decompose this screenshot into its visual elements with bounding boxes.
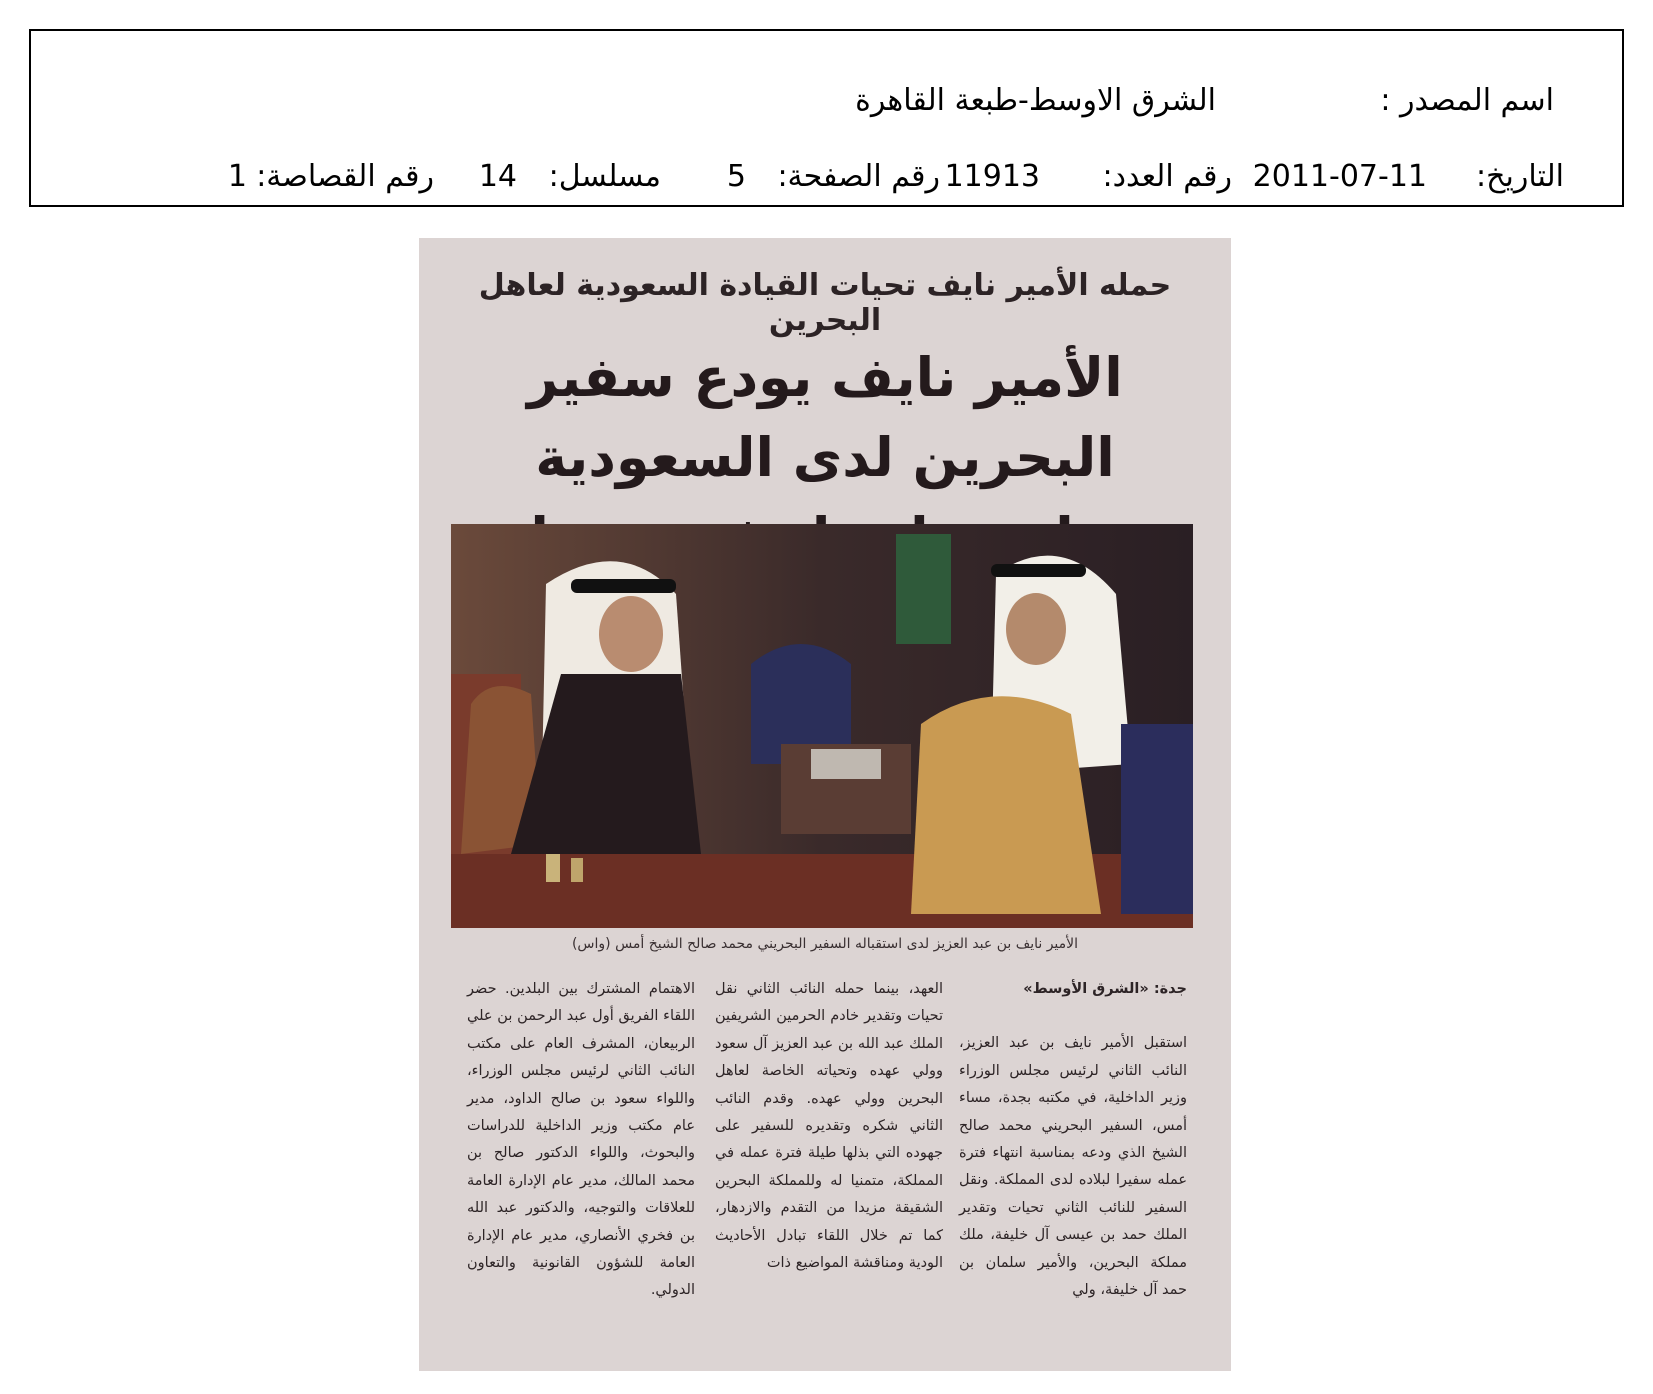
clip-label: رقم القصاصة:	[256, 159, 434, 194]
article-kicker: حمله الأمير نايف تحيات القيادة السعودية لعاهل البحرين	[478, 268, 1172, 338]
article-text-left: الاهتمام المشترك بين البلدين. حضر اللقاء الفريق أول عبد الرحمن بن علي الربيعان، المشرف العام على مكتب النائب الثاني لرئيس مجلس الوزراء، واللواء سعود بن صالح الداود، مدير عام مكتب وزير الداخلية للدراسات والبحوث، واللواء الدكتور صالح بن محمد المالك، مدير عام الإدارة العامة للعلاقات والتوجيه، والدكتور عبد الله بن فخري الأنصاري، مدير عام الإدارة العامة للشؤون القانونية والتعاون الدولي.	[467, 981, 695, 1299]
article-column-left	[467, 976, 695, 1305]
serial-value: 14	[478, 159, 517, 194]
article-text-middle: العهد، بينما حمله النائب الثاني نقل تحيات وتقدير خادم الحرمين الشريفين الملك عبد الله بن عبد العزيز آل سعود وولي عهده وتحياته الخاصة لعاهل البحرين وولي عهده. وقدم النائب الثاني شكره وتقديره للسفير على جهوده التي بذلها طيلة فترة عمله في المملكة، متمنيا له وللمملكة البحرين الشقيقة مزيدا من التقدم والازدهار، كما تم خلال اللقاء تبادل الأحاديث الودية ومناقشة المواضيع ذات	[715, 981, 943, 1272]
article-column-right	[959, 976, 1187, 1304]
newspaper-clipping	[419, 238, 1231, 1371]
article-headline: الأمير نايف يودع سفير البحرين لدى السعودية	[527, 346, 1123, 489]
article-photo	[451, 524, 1193, 928]
article-text-right: استقبل الأمير نايف بن عبد العزيز، النائب الثاني لرئيس مجلس الوزراء وزير الداخلية، في مكتبه بجدة، مساء أمس، السفير البحريني محمد صالح الشيخ الذي ودعه بمناسبة انتهاء فترة عمله سفيرا لبلاده لدى المملكة. ونقل السفير للنائب الثاني تحيات وتقدير الملك حمد بن عيسى آل خليفة، ملك مملكة البحرين، والأمير سلمان بن حمد آل خليفة، ولي	[959, 1035, 1187, 1299]
date-label: التاريخ:	[1476, 159, 1564, 194]
source-info-box	[29, 29, 1624, 207]
photo-caption: الأمير نايف بن عبد العزيز لدى استقباله السفير البحريني محمد صالح الشيخ أمس (واس)	[571, 936, 1079, 952]
clip-value: 1	[227, 159, 247, 194]
source-value: الشرق الاوسط-طبعة القاهرة	[855, 83, 1216, 118]
issue-value: 11913	[944, 159, 1040, 194]
issue-label: رقم العدد:	[1102, 159, 1232, 194]
page-value: 5	[726, 159, 746, 194]
serial-label: مسلسل:	[548, 159, 661, 194]
page-label: رقم الصفحة:	[777, 159, 940, 194]
article-dateline: جدة: «الشرق الأوسط»	[1023, 981, 1187, 997]
article-column-middle	[715, 976, 943, 1277]
date-value: 2011-07-11	[1252, 159, 1427, 194]
source-label: اسم المصدر :	[1380, 83, 1554, 118]
